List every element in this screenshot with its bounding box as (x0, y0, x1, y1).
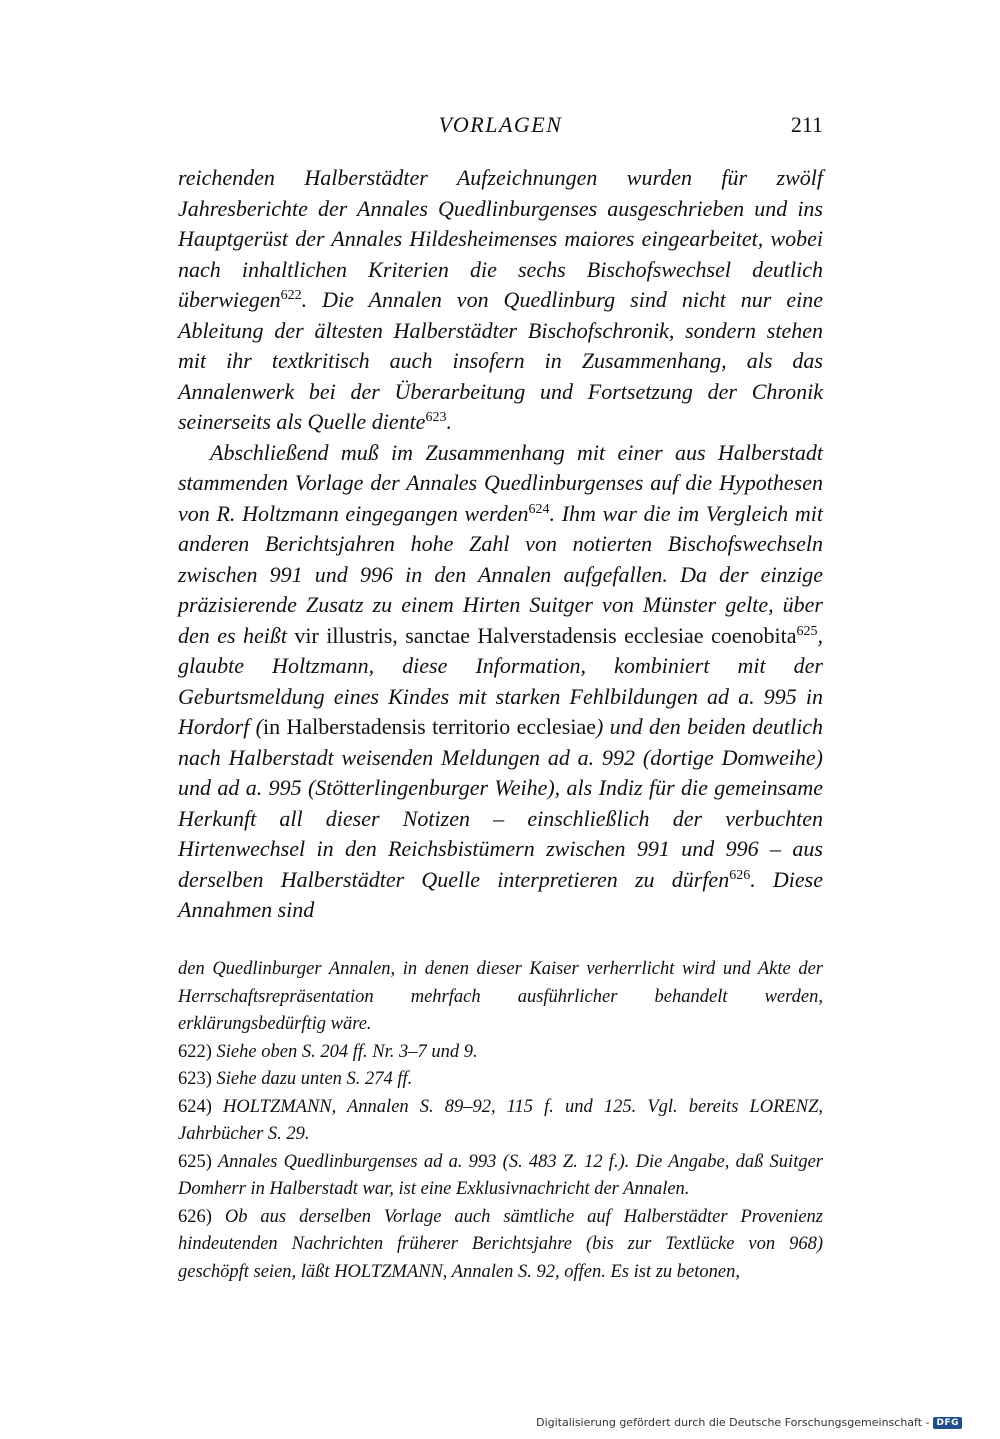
footnote-reference[interactable]: 622 (280, 288, 302, 303)
footnote-text: Siehe dazu unten S. 274 ff. (216, 1069, 413, 1089)
footnote-number: 623) (178, 1069, 212, 1089)
running-head (178, 112, 823, 148)
footnote-number: 622) (178, 1041, 212, 1062)
digitization-credit (536, 1416, 962, 1429)
footnote-622 (178, 1039, 823, 1067)
footnote-reference[interactable]: 625 (796, 623, 818, 639)
paragraph-text: . Diese Annahmen sind (178, 866, 823, 922)
paragraph-text: . Ihm war die im Vergleich mit anderen Berichtsjahren hohe Zahl von notierten Bischofswechseln zwischen 991 und 996 in den Annalen aufgefallen. Da der einzige präzisierende Zusatz zu einem Hirten Suitger von Münster gelte, über den es heißt (178, 500, 824, 648)
paragraph-2 (178, 438, 823, 926)
footnote-carryover: den Quedlinburger Annalen, in denen dieser Kaiser verherrlicht wird und Akte der Herrschaftsrepräsentation mehrfach ausführlicher behandelt werden, erklärungsbedürftig wäre. (178, 959, 823, 1034)
body-text (178, 163, 823, 926)
running-title: VORLAGEN (438, 112, 563, 137)
paragraph-text: , glaubte Holtzmann, diese Information, kombiniert mit der Geburtsmeldung eines Kindes mit starken Fehlbildungen ad a. 995 in Hordorf ( (178, 622, 823, 739)
paragraph-text: ) und den beiden deutlich nach Halberstadt weisenden Meldungen ad a. 992 (dortige Domweihe) und ad a. 995 (Stötterlingenburger Weihe), als Indiz für die gemeinsame Herkunft all dieser Notizen – einschließlich der verbuchten Hirtenwechsel in den Reichsbistümern zwischen 991 und 996 – aus derselben Halberstädter Quelle interpretieren zu dürfen (178, 714, 823, 892)
footnotes (178, 956, 823, 1286)
credit-text: Digitalisierung gefördert durch die Deutsche Forschungsgemeinschaft - (536, 1416, 930, 1429)
page-number: 211 (790, 112, 823, 137)
source-quotation: in Halberstadensis territorio ecclesiae (262, 714, 596, 739)
paragraph-text: . Die Annalen von Quedlinburg sind nicht nur eine Ableitung der ältesten Halberstädter Bischofschronik, sondern stehen mit ihr textkritisch auch insofern in Zusammenhang, als das Annalenwerk bei der Überarbeitung und Fortsetzung der Chronik seinerseits als Quelle diente (178, 287, 823, 434)
footnote-text: Ob aus derselben Vorlage auch sämtliche auf Halberstädter Provenienz hindeutenden Nachrichten früherer Berichtsjahre (bis zur Textlücke von 968) geschöpft seien, läßt HOLTZMANN, Annalen S. 92, offen. Es ist zu betonen, (178, 1206, 824, 1282)
footnote-623 (178, 1066, 823, 1094)
dfg-logo-icon: DFG (933, 1417, 962, 1429)
footnote-625 (178, 1149, 823, 1204)
footnote-number: 625) (178, 1151, 212, 1172)
footnote-number: 626) (178, 1206, 212, 1227)
footnote-reference[interactable]: 623 (425, 410, 447, 425)
footnote-reference[interactable]: 626 (729, 867, 751, 883)
paragraph-text: Abschließend muß im Zusammenhang mit einer aus Halberstadt stammenden Vorlage der Annales Quedlinburgenses auf die Hypothesen von R. Holtzmann eingegangen werden (178, 439, 823, 526)
paragraph-text: reichenden Halberstädter Aufzeichnungen wurden für zwölf Jahresberichte der Annales Quedlinburgenses ausgeschrieben und ins Hauptgerüst der Annales Hildesheimenses maiores eingearbeitet, wobei nach inhaltlichen Kriterien die sechs Bischofswechsel deutlich überwiegen (178, 165, 823, 312)
footnote-624 (178, 1094, 823, 1149)
footnote-text: Annales Quedlinburgenses ad a. 993 (S. 483 Z. 12 f.). Die Angabe, daß Suitger Domherr in Halberstadt war, ist eine Exklusivnachricht der Annalen. (178, 1151, 823, 1199)
footnote-number: 624) (178, 1096, 212, 1117)
footnote-text: HOLTZMANN, Annalen S. 89–92, 115 f. und 125. Vgl. bereits LORENZ, Jahrbücher S. 29. (178, 1096, 823, 1144)
footnote-text: Siehe oben S. 204 ff. Nr. 3–7 und 9. (216, 1041, 478, 1062)
footnote-626 (178, 1204, 823, 1287)
source-quotation: vir illustris, sanctae Halverstadensis ecclesiae coenobita (294, 622, 797, 648)
paragraph-1 (178, 163, 823, 438)
footnote-reference[interactable]: 624 (528, 501, 550, 517)
paragraph-text: . (446, 409, 452, 434)
